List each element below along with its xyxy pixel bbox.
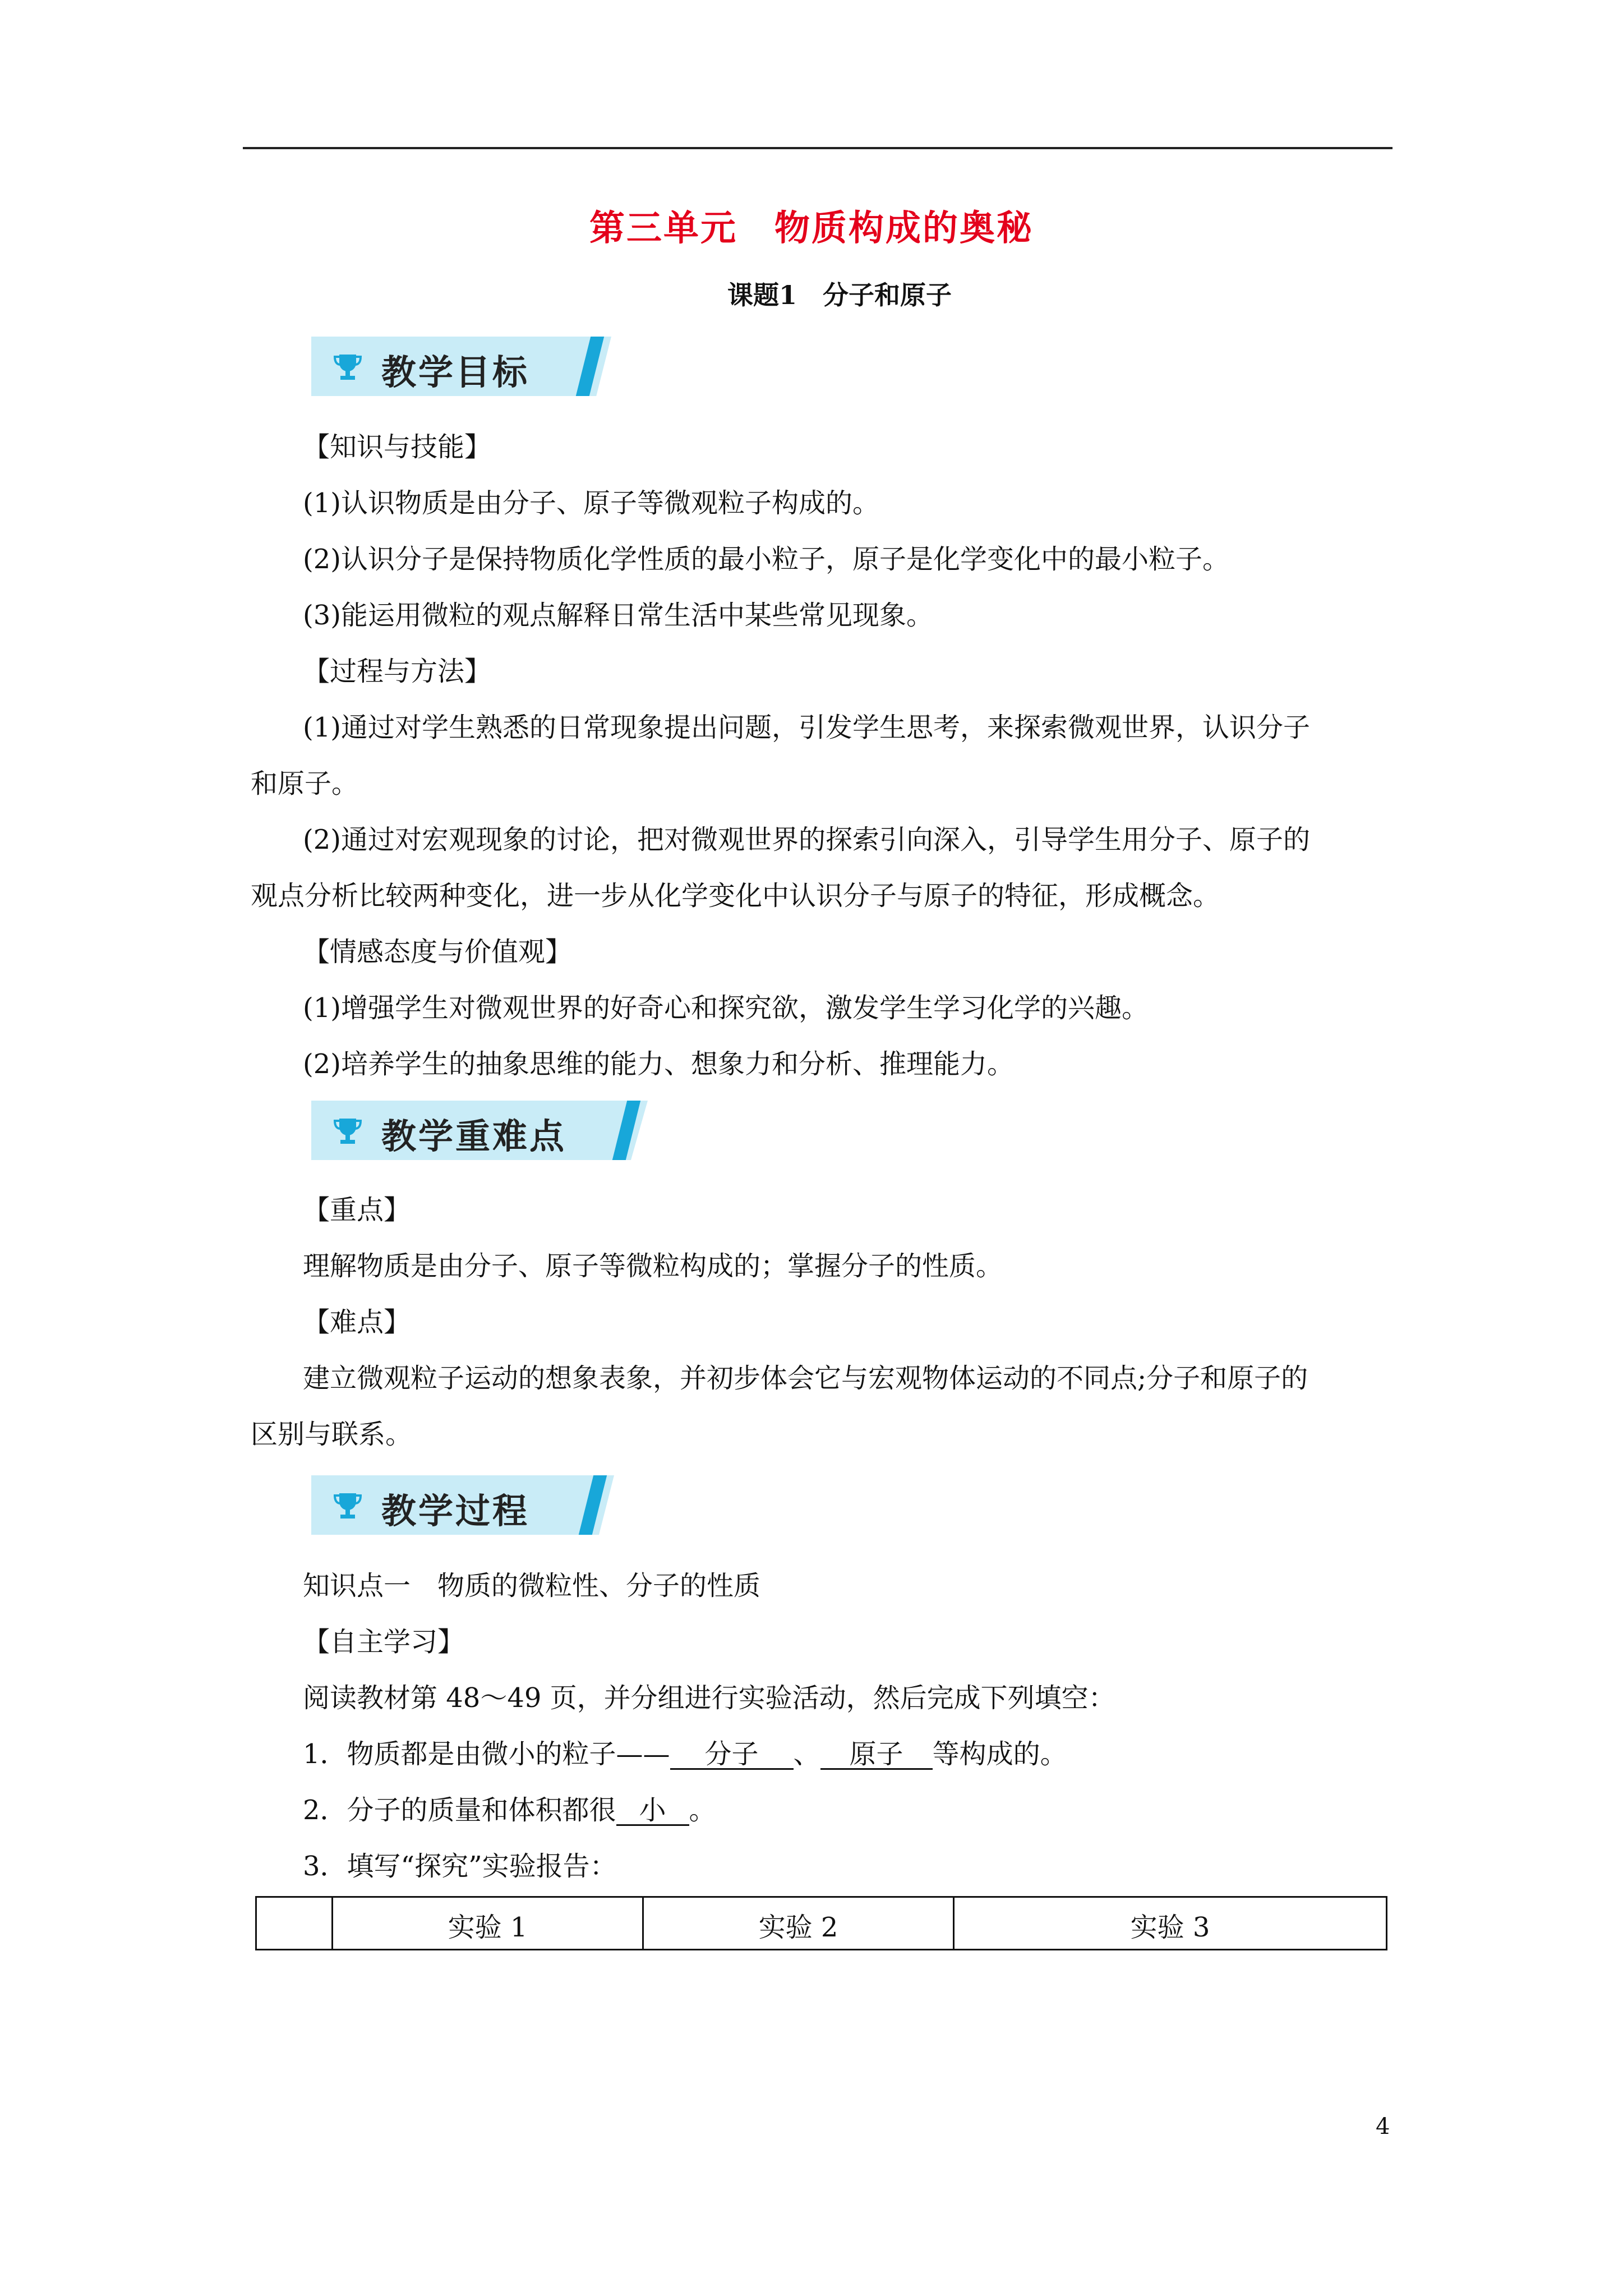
banner-key-points-label: 教学重难点 xyxy=(381,1116,567,1157)
answer-blank-molecule: 分子 xyxy=(670,1740,794,1770)
knowledge-point-title: 知识点一 物质的微粒性、分子的性质 xyxy=(303,1570,761,1602)
fill-item-3: 3．填写“探究”实验报告： xyxy=(303,1851,617,1882)
difficulty-heading: 【难点】 xyxy=(303,1306,411,1338)
self-study-heading: 【自主学习】 xyxy=(303,1626,465,1658)
process-item-1: (1)通过对学生熟悉的日常现象提出问题，引发学生思考，来探索微观世界，认识分子 xyxy=(303,712,1310,743)
process-item-1-cont: 和原子。 xyxy=(251,768,359,799)
process-item-2: (2)通过对宏观现象的讨论，把对微观世界的探索引向深入，引导学生用分子、原子的 xyxy=(303,824,1310,855)
unit-title: 第三单元 物质构成的奥秘 xyxy=(589,207,1034,249)
banner-key-points xyxy=(311,1101,648,1160)
fill-item-2-prefix: 2．分子的质量和体积都很 xyxy=(303,1795,616,1826)
knowledge-item-2: (2)认识分子是保持物质化学性质的最小粒子，原子是化学变化中的最小粒子。 xyxy=(303,544,1229,575)
banner-objectives xyxy=(311,337,611,396)
emotion-item-1: (1)增强学生对微观世界的好奇心和探究欲，激发学生学习化学的兴趣。 xyxy=(303,992,1149,1024)
header-rule xyxy=(243,147,1393,149)
table-header-cell: 实验 2 xyxy=(643,1897,954,1950)
knowledge-item-3: (3)能运用微粒的观点解释日常生活中某些常见现象。 xyxy=(303,600,933,631)
process-method-heading: 【过程与方法】 xyxy=(303,656,492,687)
lesson-title: 课题1 分子和原子 xyxy=(727,280,952,310)
difficulty-text: 建立微观粒子运动的想象表象，并初步体会它与宏观物体运动的不同点;分子和原子的 xyxy=(303,1363,1308,1394)
focus-text: 理解物质是由分子、原子等微粒构成的；掌握分子的性质。 xyxy=(303,1250,1003,1282)
banner-objectives-label: 教学目标 xyxy=(381,352,530,393)
table-header-cell: 实验 3 xyxy=(954,1897,1387,1950)
banner-process xyxy=(311,1475,614,1535)
table-header-cell: 实验 1 xyxy=(333,1897,643,1950)
fill-item-1 xyxy=(303,1732,1067,1771)
fill-item-1-prefix: 1．物质都是由微小的粒子—— xyxy=(303,1738,670,1770)
reading-instruction: 阅读教材第 48～49 页，并分组进行实验活动，然后完成下列填空： xyxy=(303,1682,1115,1714)
table-header-row xyxy=(256,1897,1387,1950)
trophy-icon xyxy=(333,351,363,381)
answer-blank-atom: 原子 xyxy=(820,1740,933,1770)
experiment-report-table xyxy=(255,1896,1387,1950)
trophy-icon xyxy=(333,1115,363,1145)
emotion-item-2: (2)培养学生的抽象思维的能力、想象力和分析、推理能力。 xyxy=(303,1048,1014,1080)
fill-item-2-suffix: 。 xyxy=(689,1795,716,1826)
banner-process-label: 教学过程 xyxy=(381,1490,530,1531)
table-header-cell xyxy=(256,1897,333,1950)
knowledge-item-1: (1)认识物质是由分子、原子等微观粒子构成的。 xyxy=(303,487,879,519)
emotion-heading: 【情感态度与价值观】 xyxy=(303,936,573,968)
trophy-icon xyxy=(333,1490,363,1520)
focus-heading: 【重点】 xyxy=(303,1194,411,1226)
fill-item-1-suffix: 等构成的。 xyxy=(932,1738,1067,1770)
knowledge-heading: 【知识与技能】 xyxy=(303,431,492,463)
fill-item-1-separator: 、 xyxy=(793,1738,820,1770)
difficulty-text-cont: 区别与联系。 xyxy=(251,1419,413,1450)
answer-blank-small: 小 xyxy=(616,1796,689,1826)
fill-item-2 xyxy=(303,1788,716,1827)
process-item-2-cont: 观点分析比较两种变化，进一步从化学变化中认识分子与原子的特征，形成概念。 xyxy=(251,880,1220,912)
page-number: 4 xyxy=(1376,2114,1390,2139)
